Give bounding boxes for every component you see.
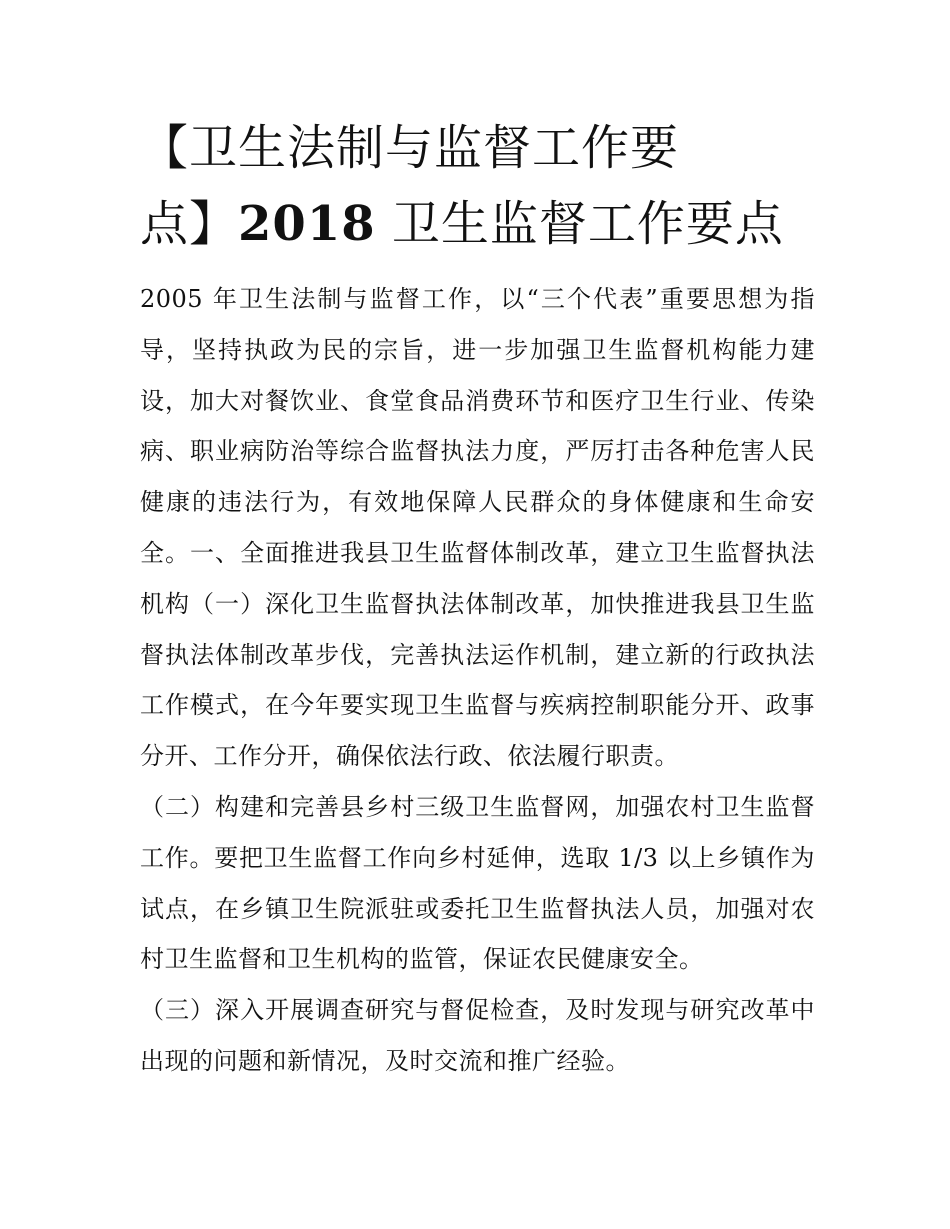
title-line-2-suffix: 卫生监督工作要点 [375, 196, 784, 252]
paragraph-section-2: （二）构建和完善县乡村三级卫生监督网，加强农村卫生监督工作。要把卫生监督工作向乡村延伸，选取 1/3 以上乡镇作为试点，在乡镇卫生院派驻或委托卫生监督执法人员，加强对农村卫生监督和卫生机构的监管，保证农民健康安全。 [140, 792, 815, 974]
paragraph-section-3: （三）深入开展调查研究与督促检查，及时发现与研究改革中出现的问题和新情况，及时交流和推广经验。 [140, 996, 815, 1075]
title-line-2-prefix: 点】 [140, 196, 239, 252]
document-title [140, 110, 815, 262]
paragraph-intro: 2005 年卫生法制与监督工作，以“三个代表”重要思想为指导，坚持执政为民的宗旨，进一步加强卫生监督机构能力建设，加大对餐饮业、食堂食品消费环节和医疗卫生行业、传染病、职业病防治等综合监督执法力度，严厉打击各种危害人民健康的违法行为，有效地保障人民群众的身体健康和生命安全。一、全面推进我县卫生监督体制改革，建立卫生监督执法机构（一）深化卫生监督执法体制改革，加快推进我县卫生监督执法体制改革步伐，完善执法运作机制，建立新的行政执法工作模式，在今年要实现卫生监督与疾病控制职能分开、政事分开、工作分开，确保依法行政、依法履行职责。 [140, 285, 815, 771]
title-year: 2018 [238, 196, 376, 252]
document-body [140, 110, 815, 1087]
title-line-1: 【卫生法制与监督工作要 [140, 120, 680, 176]
